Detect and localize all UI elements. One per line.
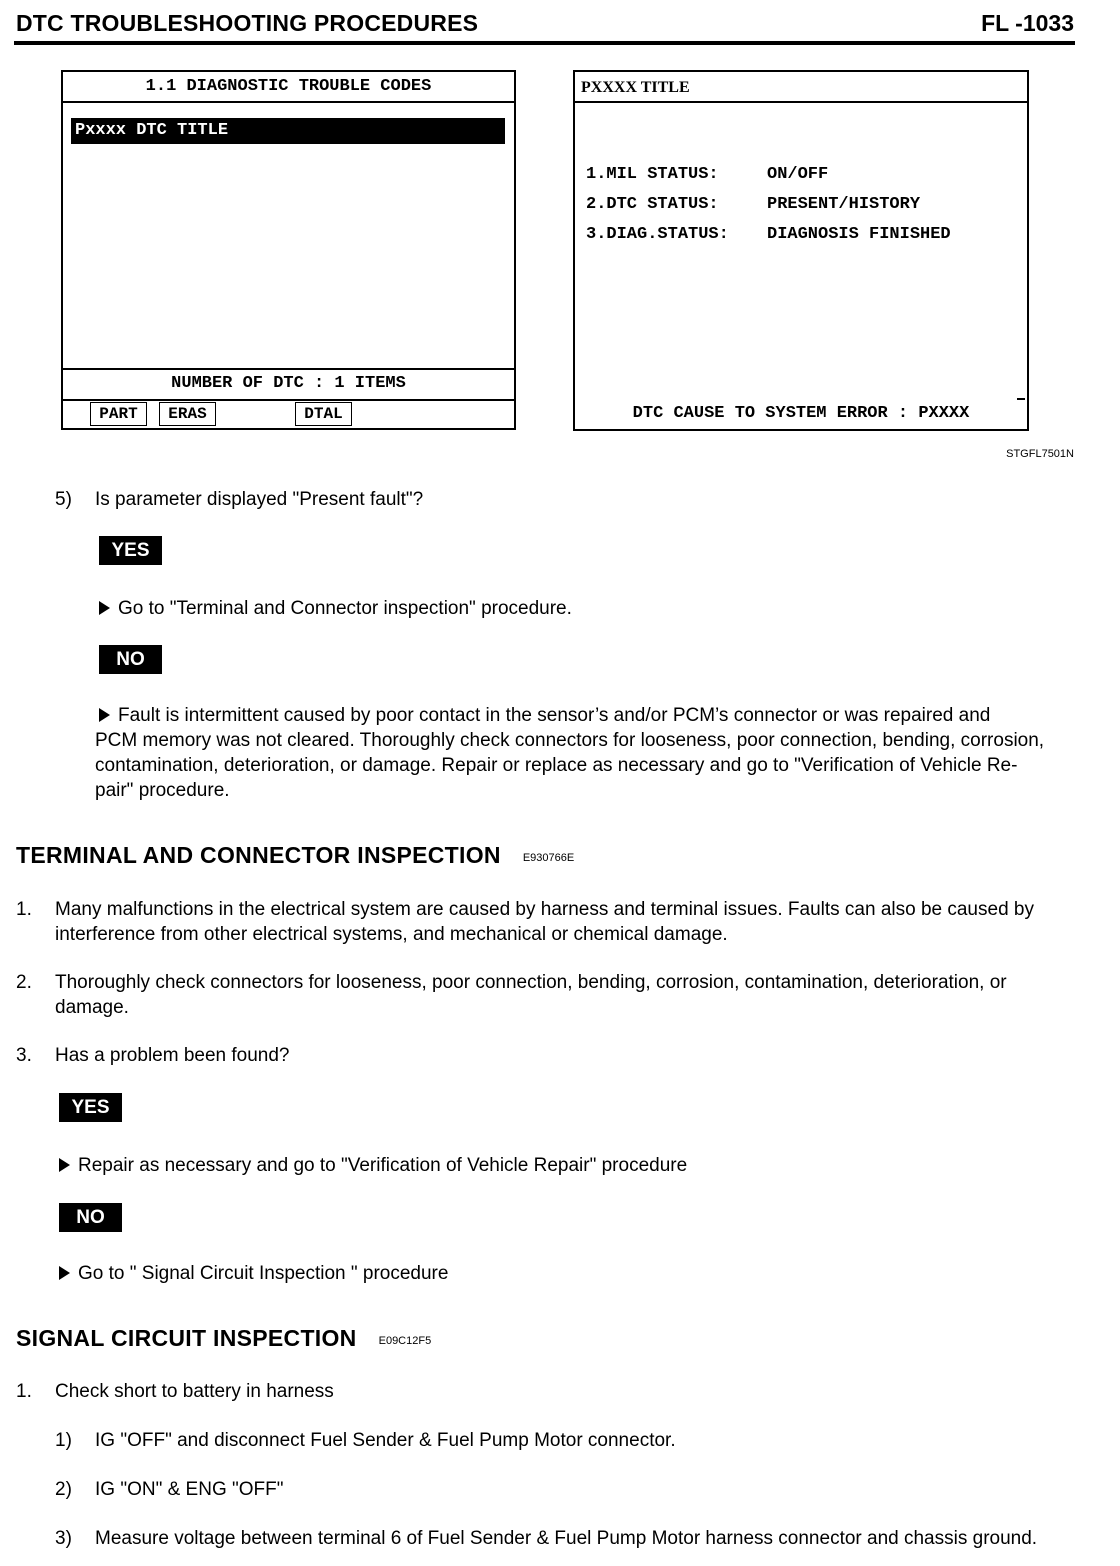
yes-action — [99, 596, 572, 621]
yes-badge: YES — [99, 536, 162, 565]
section-heading-text: SIGNAL CIRCUIT INSPECTION — [16, 1325, 357, 1351]
divider — [63, 399, 514, 401]
sub-step-text: IG "OFF" and disconnect Fuel Sender & Fuel Pump Motor connector. — [95, 1430, 676, 1451]
sub-step-number: 2) — [55, 1479, 72, 1500]
sub-step-number: 1) — [55, 1430, 72, 1451]
list-number: 3. — [16, 1045, 32, 1066]
list-text: Thoroughly check connectors for looseness, poor connection, bending, corrosion, contamination, deterioration, or — [55, 972, 1007, 993]
no-badge: NO — [99, 645, 162, 674]
status-label: 2.DTC STATUS: — [586, 195, 719, 214]
scroll-tick — [1017, 398, 1025, 400]
dtc-list-screen — [61, 70, 516, 430]
list-number: 1. — [16, 1381, 32, 1402]
dtc-cause: DTC CAUSE TO SYSTEM ERROR : PXXXX — [632, 404, 970, 423]
yes-action — [59, 1153, 687, 1178]
triangle-right-icon — [59, 1158, 70, 1172]
yes-action-text: Repair as necessary and go to "Verification of Vehicle Repair" procedure — [78, 1155, 688, 1176]
dtc-list-title: 1.1 DIAGNOSTIC TROUBLE CODES — [63, 72, 514, 103]
no-action-text: Go to " Signal Circuit Inspection " procedure — [78, 1263, 449, 1284]
triangle-right-icon — [99, 601, 110, 615]
no-action-line: contamination, deterioration, or damage. Repair or replace as necessary and go to "Verification of Vehicle Re- — [95, 755, 1018, 776]
dtc-count: NUMBER OF DTC : 1 ITEMS — [171, 374, 406, 393]
status-value: DIAGNOSIS FINISHED — [767, 225, 951, 244]
section-heading — [16, 1325, 431, 1352]
figure-caption: STGFL7501N — [1006, 448, 1074, 460]
no-action — [59, 1261, 448, 1286]
triangle-right-icon — [59, 1266, 70, 1280]
section-heading-text: TERMINAL AND CONNECTOR INSPECTION — [16, 842, 501, 868]
list-text: interference from other electrical systems, and mechanical or chemical damage. — [55, 924, 728, 945]
yes-action-text: Go to "Terminal and Connector inspection" procedure. — [118, 598, 572, 619]
status-value: ON/OFF — [767, 165, 829, 184]
status-label: 3.DIAG.STATUS: — [586, 225, 729, 244]
triangle-right-icon — [99, 708, 110, 722]
section-code: E09C12F5 — [378, 1335, 432, 1347]
no-action-text: Fault is intermittent caused by poor contact in the sensor’s and/or PCM’s connector or was repaired and — [118, 705, 991, 726]
list-text: Many malfunctions in the electrical system are caused by harness and terminal issues. Faults can also be caused by — [55, 899, 1034, 920]
no-action-line: PCM memory was not cleared. Thoroughly check connectors for looseness, poor connection, bending, corrosion, — [95, 730, 1045, 751]
dtc-list-item-selected[interactable]: Pxxxx DTC TITLE — [71, 118, 505, 144]
section-heading — [16, 842, 574, 869]
part-button[interactable]: PART — [90, 402, 147, 426]
dtc-detail-title: PXXXX TITLE — [575, 72, 1027, 103]
list-number: 2. — [16, 972, 32, 993]
section-code: E930766E — [522, 852, 575, 864]
no-badge: NO — [59, 1203, 122, 1232]
detail-button[interactable]: DTAL — [295, 402, 352, 426]
no-action-line: pair" procedure. — [95, 780, 230, 801]
dtc-detail-screen — [573, 70, 1029, 431]
list-text: Has a problem been found? — [55, 1045, 290, 1066]
list-text: Check short to battery in harness — [55, 1381, 334, 1402]
yes-badge: YES — [59, 1093, 122, 1122]
sub-step-text: IG "ON" & ENG "OFF" — [95, 1479, 284, 1500]
sub-step-number: 3) — [55, 1528, 72, 1549]
sub-step-text: Measure voltage between terminal 6 of Fuel Sender & Fuel Pump Motor harness connector and chassis ground. — [95, 1528, 1038, 1549]
status-label: 1.MIL STATUS: — [586, 165, 719, 184]
no-action-line — [99, 703, 990, 728]
list-number: 1. — [16, 899, 32, 920]
divider — [63, 368, 514, 370]
list-text: damage. — [55, 997, 129, 1018]
erase-button[interactable]: ERAS — [159, 402, 216, 426]
page-header-title: DTC TROUBLESHOOTING PROCEDURES — [16, 10, 479, 36]
header-rule — [14, 41, 1075, 45]
step-number: 5) — [55, 489, 72, 510]
step-text: Is parameter displayed "Present fault"? — [95, 489, 424, 510]
status-value: PRESENT/HISTORY — [767, 195, 921, 214]
page-number: FL -1033 — [981, 10, 1074, 36]
